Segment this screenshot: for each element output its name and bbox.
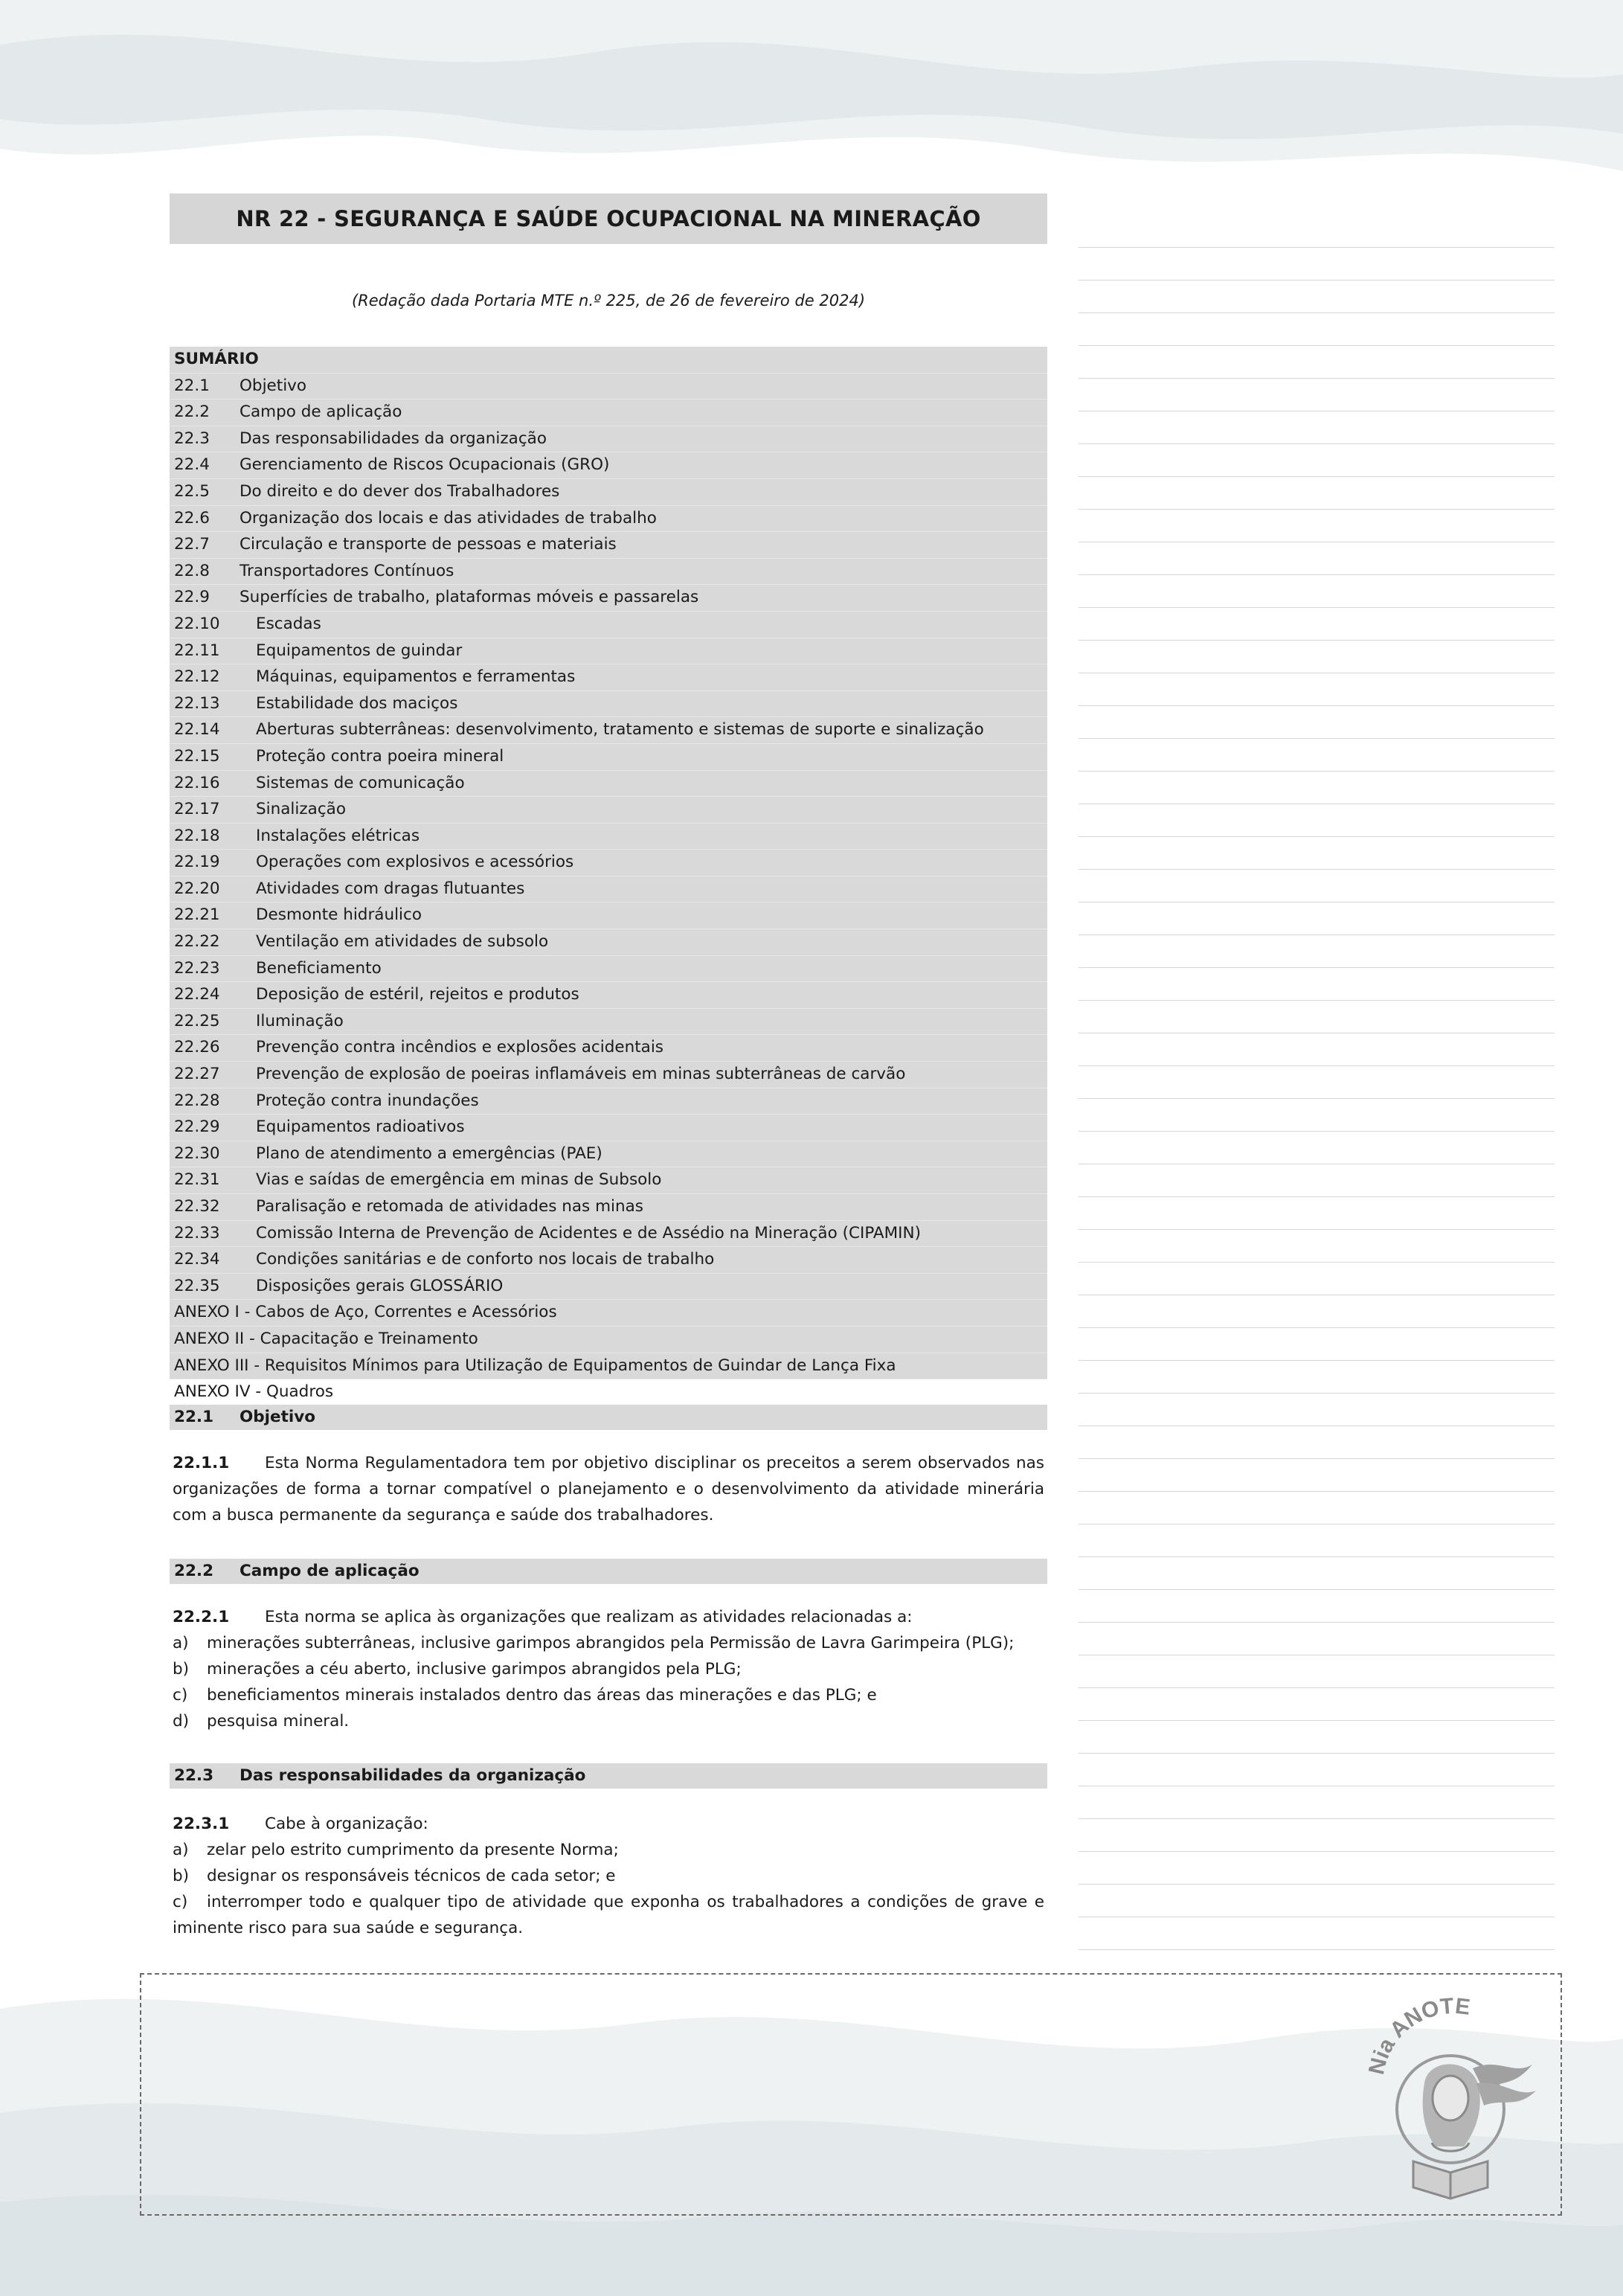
- summary-item-label: Estabilidade dos maciços: [256, 693, 458, 713]
- paragraph-text: Esta Norma Regulamentadora tem por objetivo disciplinar os preceitos a serem observados nas: [265, 1454, 1044, 1472]
- summary-item-number: 22.11: [174, 641, 220, 660]
- list-text: minerações a céu aberto, inclusive garimpos abrangidos pela PLG;: [207, 1660, 742, 1678]
- note-line: [1079, 1360, 1555, 1361]
- note-line: [1079, 1229, 1555, 1230]
- summary-item[interactable]: [170, 452, 1047, 479]
- summary-item[interactable]: [170, 1247, 1047, 1274]
- summary-item[interactable]: [170, 771, 1047, 798]
- summary-item-label: Condições sanitárias e de conforto nos locais de trabalho: [256, 1250, 715, 1269]
- summary-item[interactable]: [170, 373, 1047, 400]
- summary-item-number: 22.3: [174, 429, 210, 448]
- summary-item-number: 22.17: [174, 800, 220, 819]
- list-item: [173, 1656, 1044, 1682]
- summary-item-number: 22.14: [174, 720, 220, 740]
- summary-item-label: Paralisação e retomada de atividades nas minas: [256, 1197, 643, 1216]
- list-text: beneficiamentos minerais instalados dentro das áreas das minerações e das PLG; e: [207, 1686, 877, 1705]
- paragraph-22-3-1: [173, 1811, 1044, 1837]
- note-line: [1079, 476, 1555, 477]
- summary-item-label: Operações com explosivos e acessórios: [256, 853, 574, 872]
- summary-item[interactable]: [170, 1035, 1047, 1062]
- summary-item-label: Máquinas, equipamentos e ferramentas: [256, 667, 576, 687]
- summary-item-number: 22.7: [174, 535, 210, 554]
- list-text: interromper todo e qualquer tipo de atividade que exponha os trabalhadores a condições de grave e: [207, 1893, 1044, 1911]
- summary-item-label: Proteção contra poeira mineral: [256, 746, 504, 766]
- summary-item[interactable]: [170, 824, 1047, 850]
- list-item-continuation: iminente risco para sua saúde e segurança.: [173, 1919, 524, 1937]
- summary-item[interactable]: [170, 426, 1047, 453]
- summary-item-number: 22.29: [174, 1117, 220, 1137]
- summary-annex[interactable]: ANEXO III - Requisitos Mínimos para Utilização de Equipamentos de Guindar de Lança Fixa: [170, 1353, 1047, 1380]
- summary-item-number: 22.18: [174, 826, 220, 845]
- summary-item[interactable]: [170, 1141, 1047, 1168]
- summary-item[interactable]: [170, 612, 1047, 638]
- list-item: [173, 1889, 1044, 1915]
- paragraph-number: 22.3.1: [173, 1815, 230, 1833]
- summary-item-number: 22.31: [174, 1170, 220, 1190]
- section-title: Objetivo: [240, 1408, 316, 1426]
- paragraph-text: Esta norma se aplica às organizações que realizam as atividades relacionadas a:: [265, 1608, 913, 1626]
- summary-item-label: Plano de atendimento a emergências (PAE): [256, 1144, 602, 1163]
- note-line: [1079, 1818, 1555, 1819]
- note-line: [1079, 1589, 1555, 1590]
- section-number: 22.1: [174, 1408, 214, 1426]
- summary-item-label: Instalações elétricas: [256, 826, 420, 845]
- summary-item-number: 22.1: [174, 376, 210, 395]
- summary-item-label: Equipamentos de guindar: [256, 641, 463, 660]
- summary-item-number: 22.22: [174, 932, 220, 952]
- note-line: [1079, 1065, 1555, 1066]
- summary-item[interactable]: [170, 1167, 1047, 1194]
- section-number: 22.2: [174, 1562, 214, 1580]
- note-line: [1079, 869, 1555, 870]
- summary-item-number: 22.4: [174, 455, 210, 475]
- summary-item-label: Sistemas de comunicação: [256, 773, 465, 792]
- summary-item-label: Superfícies de trabalho, plataformas móveis e passarelas: [240, 588, 699, 607]
- summary-item-label: Prevenção contra incêndios e explosões acidentais: [256, 1038, 663, 1057]
- note-line: [1079, 738, 1555, 739]
- note-line: [1079, 1753, 1555, 1754]
- summary-item[interactable]: [170, 1274, 1047, 1301]
- summary-item[interactable]: [170, 744, 1047, 771]
- list-text: zelar pelo estrito cumprimento da presente Norma;: [207, 1841, 619, 1859]
- summary-item-number: 22.15: [174, 746, 220, 766]
- paragraph-22-2-1: [173, 1604, 1044, 1630]
- list-letter: b): [173, 1660, 190, 1678]
- summary-item[interactable]: [170, 506, 1047, 533]
- summary-item[interactable]: [170, 664, 1047, 691]
- list-item: [173, 1837, 1044, 1863]
- note-line: [1079, 1196, 1555, 1197]
- document-subtitle: (Redação dada Portaria MTE n.º 225, de 26 de fevereiro de 2024): [351, 292, 866, 310]
- list-letter: d): [173, 1712, 190, 1731]
- list-letter: b): [173, 1867, 190, 1885]
- summary-item-label: Organização dos locais e das atividades de trabalho: [240, 508, 657, 527]
- summary-item-label: Aberturas subterrâneas: desenvolvimento, tratamento e sistemas de suporte e sinalização: [256, 720, 984, 740]
- summary-item-number: 22.21: [174, 905, 220, 925]
- summary-item-label: Das responsabilidades da organização: [240, 429, 547, 448]
- summary-item[interactable]: [170, 1221, 1047, 1248]
- summary-item-number: 22.27: [174, 1065, 220, 1084]
- section-heading-campo: [170, 1559, 1047, 1584]
- summary-item-label: Circulação e transporte de pessoas e materiais: [240, 535, 617, 554]
- list-item: [173, 1630, 1044, 1656]
- note-line: [1079, 967, 1555, 968]
- section-title: Campo de aplicação: [240, 1562, 420, 1580]
- note-line: [1079, 1098, 1555, 1099]
- note-line: [1079, 378, 1555, 379]
- summary-item[interactable]: [170, 1088, 1047, 1115]
- summary-table: [170, 347, 1047, 1402]
- note-line: [1079, 1262, 1555, 1263]
- summary-item[interactable]: [170, 850, 1047, 876]
- note-line: [1079, 1000, 1555, 1001]
- note-line: [1079, 509, 1555, 510]
- summary-item-number: 22.2: [174, 403, 210, 422]
- section-heading-responsabilidades: [170, 1763, 1047, 1789]
- summary-item[interactable]: [170, 585, 1047, 612]
- summary-annex[interactable]: ANEXO I - Cabos de Aço, Correntes e Acessórios: [170, 1300, 1047, 1327]
- summary-item-label: Comissão Interna de Prevenção de Acidentes e de Assédio na Mineração (CIPAMIN): [256, 1223, 921, 1242]
- summary-item[interactable]: [170, 638, 1047, 665]
- summary-item-label: Escadas: [256, 614, 321, 633]
- list-item: [173, 1708, 1044, 1734]
- note-line: [1079, 640, 1555, 641]
- note-line: [1079, 1884, 1555, 1885]
- summary-annex[interactable]: ANEXO II - Capacitação e Treinamento: [170, 1327, 1047, 1353]
- note-line: [1079, 443, 1555, 444]
- summary-item-number: 22.28: [174, 1091, 220, 1110]
- summary-item-number: 22.30: [174, 1144, 220, 1163]
- note-line: [1079, 1687, 1555, 1688]
- note-line: [1079, 345, 1555, 346]
- list-text: pesquisa mineral.: [207, 1712, 350, 1731]
- note-line: [1079, 312, 1555, 313]
- note-line: [1079, 705, 1555, 706]
- note-line: [1079, 836, 1555, 837]
- summary-item[interactable]: [170, 797, 1047, 824]
- summary-item[interactable]: [170, 1194, 1047, 1221]
- summary-item-label: Disposições gerais GLOSSÁRIO: [256, 1276, 504, 1295]
- summary-item-number: 22.19: [174, 853, 220, 872]
- summary-item-number: 22.32: [174, 1197, 220, 1216]
- note-line: [1079, 1458, 1555, 1459]
- list-letter: c): [173, 1686, 188, 1705]
- logo-text: Nia ANOTE: [1364, 1993, 1472, 2077]
- section-heading-objetivo: [170, 1405, 1047, 1430]
- note-line: [1079, 607, 1555, 608]
- summary-item-number: 22.24: [174, 985, 220, 1004]
- summary-item-number: 22.20: [174, 879, 220, 898]
- note-line: [1079, 1949, 1555, 1950]
- summary-item-label: Beneficiamento: [256, 958, 382, 978]
- note-line: [1079, 934, 1555, 935]
- note-line: [1079, 1851, 1555, 1852]
- paragraph-22-1-1-line3: com a busca permanente da segurança e saúde dos trabalhadores.: [173, 1506, 714, 1524]
- paragraph-22-1-1-line2: organizações de forma a tornar compatível o planejamento e o desenvolvimento da atividade minerária: [173, 1480, 1044, 1498]
- note-line: [1079, 1622, 1555, 1623]
- note-line: [1079, 771, 1555, 772]
- paragraph-22-1-1-line1: [173, 1450, 1044, 1476]
- summary-item-number: 22.26: [174, 1038, 220, 1057]
- summary-item-label: Equipamentos radioativos: [256, 1117, 465, 1137]
- summary-item[interactable]: [170, 1062, 1047, 1088]
- section-number: 22.3: [174, 1766, 214, 1785]
- list-letter: a): [173, 1634, 189, 1652]
- list-text: minerações subterrâneas, inclusive garimpos abrangidos pela Permissão de Lavra Garimpeira (PLG);: [207, 1634, 1015, 1652]
- summary-item[interactable]: [170, 479, 1047, 506]
- summary-item[interactable]: [170, 532, 1047, 559]
- summary-item-label: Desmonte hidráulico: [256, 905, 422, 925]
- summary-item-label: Prevenção de explosão de poeiras inflamáveis em minas subterrâneas de carvão: [256, 1065, 906, 1084]
- note-line: [1079, 1720, 1555, 1721]
- summary-item-number: 22.34: [174, 1250, 220, 1269]
- summary-item-number: 22.8: [174, 561, 210, 580]
- list-item: [173, 1682, 1044, 1708]
- summary-item-number: 22.35: [174, 1276, 220, 1295]
- summary-item-number: 22.10: [174, 614, 220, 633]
- list-letter: c): [173, 1893, 188, 1911]
- summary-item-label: Sinalização: [256, 800, 346, 819]
- summary-item[interactable]: [170, 559, 1047, 586]
- note-line: [1079, 1131, 1555, 1132]
- summary-item-label: Objetivo: [240, 376, 307, 395]
- note-line: [1079, 1327, 1555, 1328]
- annotation-box[interactable]: [140, 1973, 1562, 2216]
- note-line: [1079, 1556, 1555, 1557]
- list-text: designar os responsáveis técnicos de cada setor; e: [207, 1867, 616, 1885]
- summary-item[interactable]: [170, 717, 1047, 744]
- summary-item-label: Deposição de estéril, rejeitos e produtos: [256, 985, 579, 1004]
- paragraph-number: 22.1.1: [173, 1454, 230, 1472]
- note-line: [1079, 1393, 1555, 1394]
- summary-item-number: 22.5: [174, 481, 210, 501]
- note-line: [1079, 574, 1555, 575]
- summary-item-label: Do direito e do dever dos Trabalhadores: [240, 481, 560, 501]
- summary-item-number: 22.23: [174, 958, 220, 978]
- summary-item-label: Proteção contra inundações: [256, 1091, 479, 1110]
- summary-item-label: Atividades com dragas flutuantes: [256, 879, 525, 898]
- summary-item[interactable]: [170, 876, 1047, 903]
- summary-item-number: 22.6: [174, 508, 210, 527]
- summary-item-number: 22.12: [174, 667, 220, 687]
- paragraph-number: 22.2.1: [173, 1608, 230, 1626]
- summary-item-number: 22.25: [174, 1011, 220, 1030]
- summary-heading: SUMÁRIO: [170, 347, 1047, 373]
- summary-item-number: 22.16: [174, 773, 220, 792]
- summary-item[interactable]: [170, 902, 1047, 929]
- summary-item[interactable]: [170, 1115, 1047, 1141]
- paragraph-text: Cabe à organização:: [265, 1815, 428, 1833]
- summary-item-number: 22.33: [174, 1223, 220, 1242]
- summary-item[interactable]: [170, 400, 1047, 426]
- summary-item[interactable]: [170, 929, 1047, 956]
- note-line: [1079, 247, 1555, 248]
- list-letter: a): [173, 1841, 189, 1859]
- summary-item[interactable]: [170, 1009, 1047, 1036]
- summary-item-label: Campo de aplicação: [240, 403, 402, 422]
- summary-item-number: 22.9: [174, 588, 210, 607]
- summary-item-label: Ventilação em atividades de subsolo: [256, 932, 549, 952]
- section-title: Das responsabilidades da organização: [240, 1766, 586, 1785]
- document-title: NR 22 - SEGURANÇA E SAÚDE OCUPACIONAL NA MINERAÇÃO: [170, 193, 1047, 244]
- note-line: [1079, 1491, 1555, 1492]
- summary-item[interactable]: [170, 956, 1047, 983]
- summary-item-label: Gerenciamento de Riscos Ocupacionais (GRO): [240, 455, 610, 475]
- summary-annex[interactable]: ANEXO IV - Quadros: [170, 1379, 1047, 1406]
- summary-item-label: Iluminação: [256, 1011, 344, 1030]
- svg-text:Nia ANOTE: [1364, 1994, 1471, 2077]
- summary-item[interactable]: [170, 982, 1047, 1009]
- summary-item-label: Transportadores Contínuos: [240, 561, 454, 580]
- summary-item-number: 22.13: [174, 693, 220, 713]
- summary-item-label: Vias e saídas de emergência em minas de Subsolo: [256, 1170, 662, 1190]
- list-item: [173, 1863, 1044, 1889]
- summary-item[interactable]: [170, 691, 1047, 718]
- nia-anote-logo-icon: [1361, 1986, 1540, 2210]
